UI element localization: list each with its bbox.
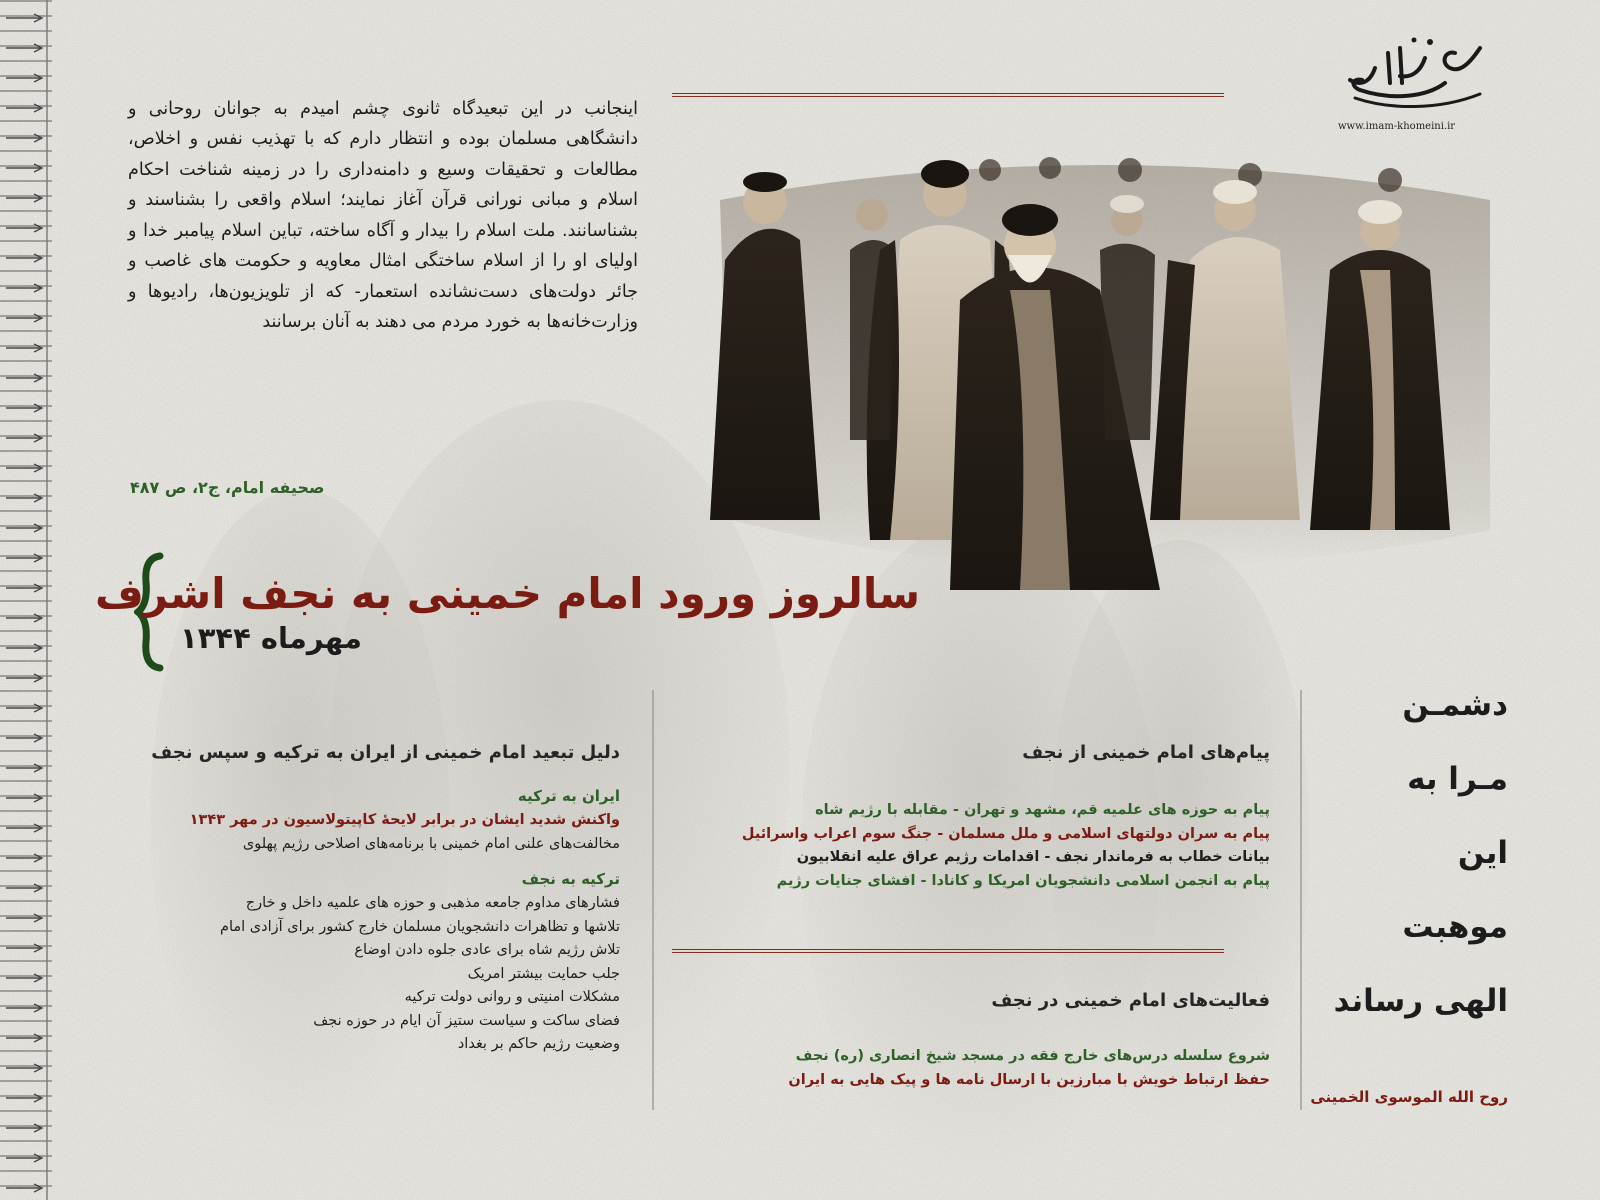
reasons-section1-item2: مخالفت‌های علنی امام خمینی با برنامه‌های اصلاحی رژیم پهلوی <box>242 835 620 852</box>
arrow-icon <box>6 194 42 202</box>
arrow-icon <box>6 794 42 802</box>
message-item: پیام به حوزه های علمیه قم، مشهد و تهران - مقابله با رژیم شاه <box>815 802 1270 818</box>
activities-column <box>735 990 1270 1092</box>
poem-line: الهی رساند <box>1333 983 1508 1019</box>
poem-line: دشمـن <box>1402 687 1508 723</box>
arrow-icon <box>6 1154 42 1162</box>
reasons-column <box>130 742 620 1057</box>
arrow-icon <box>6 1034 42 1042</box>
poem-block <box>1288 668 1508 1038</box>
arrow-icon <box>6 644 42 652</box>
arrow-icon <box>6 1184 42 1192</box>
arrow-icon <box>6 254 42 262</box>
arrow-icon <box>6 314 42 322</box>
arrow-icon <box>6 374 42 382</box>
arrow-icon <box>6 224 42 232</box>
quote-text: اینجانب در این تبعیدگاه ثانوی چشم امیدم به جوانان روحانی و دانشگاهی مسلمان بوده و انتظار دارم که با تهذیب نفس و اخلاص، مطالعات و تحقیقات وسیع و دامنه‌داری را در زمینه شناخت احکام اسلام و مبانی نورانی قرآن آغاز نمایند؛ اسلام واقعی را بشناسند و بشناسانند. ملت اسلام را بیدار و آگاه ساخته، تباین اسلام پیامبر خدا و اولیای او را از اسلام ساختگی امثال معاویه و حکومت های غاصب و جائر دولت‌های دست‌نشانده استعمار- که از تلویزیون‌ها، رادیوها و وزارت‌خانه‌ها به خورد مردم می دهند به آنان برسانند <box>128 98 638 332</box>
calligraphy-logo-icon <box>1330 28 1500 118</box>
reasons-item: مشکلات امنیتی و روانی دولت ترکیه <box>404 989 620 1005</box>
poem-author: روح الله الموسوی الخمینی <box>1310 1088 1508 1106</box>
arrow-icon <box>6 734 42 742</box>
message-item: بیانات خطاب به فرماندار نجف - اقدامات رژیم عراق علیه انقلابیون <box>796 849 1270 865</box>
spine-line <box>46 0 48 1200</box>
arrow-icon <box>6 104 42 112</box>
arrow-icon <box>6 854 42 862</box>
title-date: مهرماه ۱۳۴۴ <box>180 621 363 655</box>
arrow-icon <box>6 974 42 982</box>
arrow-icon <box>6 704 42 712</box>
reasons-heading: دلیل تبعید امام خمینی از ایران به ترکیه و سپس نجف <box>151 742 620 763</box>
arrow-icon <box>6 1094 42 1102</box>
poem-line: مـرا به <box>1407 761 1508 797</box>
arrow-icon <box>6 674 42 682</box>
arrow-icon <box>6 764 42 772</box>
historical-photo <box>690 140 1510 630</box>
arrow-icon <box>6 74 42 82</box>
arrow-icon <box>6 344 42 352</box>
arrow-icon <box>6 824 42 832</box>
arrow-icon <box>6 404 42 412</box>
activity-item: حفظ ارتباط خویش با مبارزین با ارسال نامه ها و پیک هایی به ایران <box>788 1071 1270 1088</box>
messages-column <box>735 742 1270 893</box>
arrow-spine-decoration <box>2 0 48 1200</box>
arrow-icon <box>6 164 42 172</box>
website-label: www.imam-khomeini.ir <box>1338 121 1456 132</box>
reasons-item: جلب حمایت بیشتر امریک <box>467 965 620 982</box>
title-block <box>94 566 920 658</box>
reasons-item: تلاشها و تظاهرات دانشجویان مسلمان خارج کشور برای آزادی امام <box>219 918 620 935</box>
arrow-icon <box>6 944 42 952</box>
top-rule <box>672 93 1224 97</box>
messages-heading: پیام‌های امام خمینی از نجف <box>1022 742 1270 763</box>
arrow-icon <box>6 524 42 532</box>
column-divider-left <box>652 690 654 1110</box>
reasons-item: تلاش رژیم شاه برای عادی جلوه دادن اوضاع <box>354 942 620 958</box>
imam-khomeini-logo <box>1330 28 1500 138</box>
arrow-icon <box>6 914 42 922</box>
arrow-icon <box>6 494 42 502</box>
page-title: سالروز ورود امام خمینی به نجف اشرف <box>94 569 920 618</box>
arrow-icon <box>6 44 42 52</box>
arrow-icon <box>6 464 42 472</box>
reasons-item: وضعیت رژیم حاکم بر بغداد <box>457 1036 620 1052</box>
poem-line: این <box>1457 835 1508 871</box>
reasons-item: فضای ساکت و سیاست ستیز آن ایام در حوزه نجف <box>313 1012 620 1029</box>
arrow-icon <box>6 1124 42 1132</box>
arrow-icon <box>6 884 42 892</box>
arrow-icon <box>6 14 42 22</box>
arrow-icon <box>6 584 42 592</box>
reasons-section2-heading: ترکیه به نجف <box>521 870 620 888</box>
poem-line: موهبت <box>1402 909 1508 945</box>
arrow-icon <box>6 134 42 142</box>
middle-rule <box>672 949 1224 953</box>
arrow-icon <box>6 1064 42 1072</box>
message-item: پیام به انجمن اسلامی دانشجویان امریکا و کانادا - افشای جنایات رژیم <box>776 872 1270 889</box>
activities-heading: فعالیت‌های امام خمینی در نجف <box>991 990 1270 1011</box>
message-item: پیام به سران دولتهای اسلامی و ملل مسلمان - جنگ سوم اعراب واسرائیل <box>741 825 1270 842</box>
arrow-icon <box>6 614 42 622</box>
reasons-section1-heading: ایران به ترکیه <box>517 787 620 805</box>
arrow-icon <box>6 554 42 562</box>
quote-source: صحیفه امام، ج۲، ص ۴۸۷ <box>130 478 325 497</box>
arrow-icon <box>6 284 42 292</box>
arrow-icon <box>6 1004 42 1012</box>
activity-item: شروع سلسله درس‌های خارج فقه در مسجد شیخ انصاری (ره) نجف <box>795 1048 1270 1064</box>
arrow-icon <box>6 434 42 442</box>
reasons-section1-item1: واکنش شدید ایشان در برابر لایحهٔ کاپیتولاسیون در مهر ۱۳۴۳ <box>189 812 620 828</box>
reasons-item: فشارهای مداوم جامعه مذهبی و حوزه های علمیه داخل و خارج <box>245 895 620 911</box>
